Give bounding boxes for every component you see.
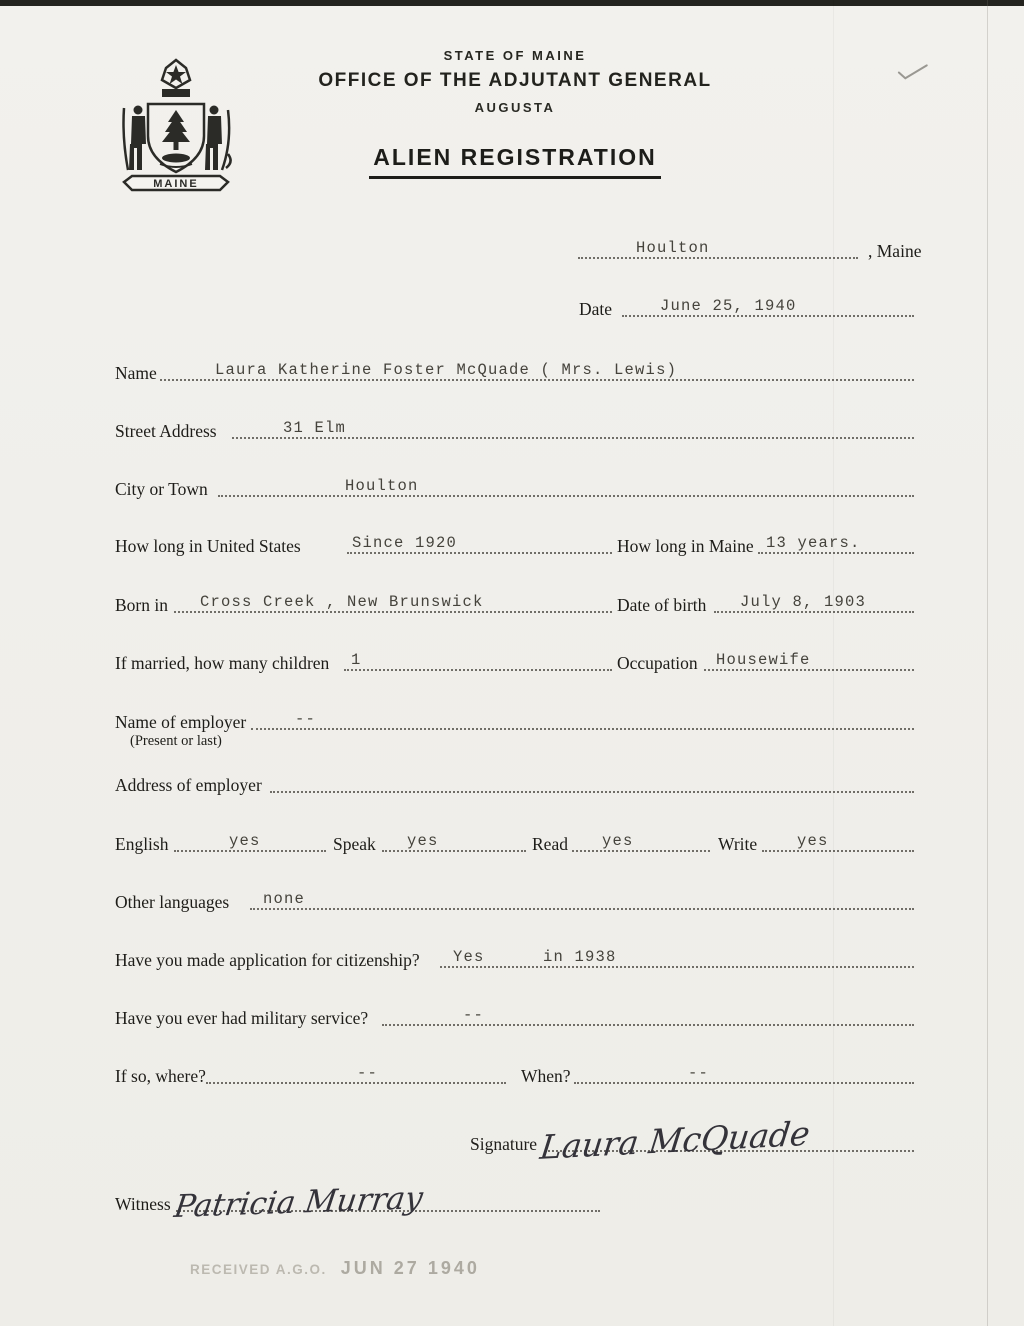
field-citizenship-value1: Yes <box>453 948 485 966</box>
field-date-of-birth-value: July 8, 1903 <box>740 593 867 611</box>
field-employer-name-label: Name of employer <box>115 712 247 732</box>
dotted-line <box>250 908 914 910</box>
field-city-or-town <box>0 470 1024 500</box>
form-title: ALIEN REGISTRATION <box>369 144 660 179</box>
dotted-line <box>174 611 612 613</box>
field-born <box>0 586 1024 616</box>
field-place-value: Houlton <box>636 239 710 257</box>
field-date <box>0 290 1024 320</box>
field-read-label: Read <box>532 834 568 854</box>
dotted-line <box>622 315 914 317</box>
stamp-date-text: JUN 27 1940 <box>340 1258 480 1278</box>
field-children-label: If married, how many children <box>115 653 330 673</box>
seal-banner-text: MAINE <box>153 178 199 190</box>
dotted-line <box>174 850 326 852</box>
dotted-line <box>762 850 914 852</box>
dotted-line <box>572 850 710 852</box>
dotted-line <box>714 611 914 613</box>
pencil-checkmark-icon <box>896 60 930 89</box>
field-date-label: Date <box>579 299 613 319</box>
field-city-or-town-label: City or Town <box>115 479 208 499</box>
signature-handwriting: Laura McQuade <box>538 1113 813 1167</box>
field-how-long-us-value: Since 1920 <box>352 534 458 552</box>
field-other-languages-value: none <box>263 890 306 908</box>
field-write-value: yes <box>797 832 829 850</box>
field-date-value: June 25, 1940 <box>660 297 797 315</box>
dotted-line <box>704 669 914 671</box>
dotted-line <box>232 437 914 439</box>
field-other-languages-label: Other languages <box>115 892 230 912</box>
field-how-long <box>0 527 1024 557</box>
dotted-line <box>160 379 914 381</box>
dotted-line <box>758 552 914 554</box>
field-name-label: Name <box>115 363 157 383</box>
field-employer-address-label: Address of employer <box>115 775 262 795</box>
field-english-row <box>0 825 1024 855</box>
field-how-long-us-label: How long in United States <box>115 536 301 556</box>
field-speak-value: yes <box>407 832 439 850</box>
field-citizenship <box>0 941 1024 971</box>
field-place-suffix: , Maine <box>868 241 922 261</box>
field-place <box>0 232 1024 262</box>
field-witness-label: Witness <box>115 1194 171 1214</box>
augusta-heading: AUGUSTA <box>474 100 556 115</box>
field-signature <box>0 1113 1024 1167</box>
field-employer-name <box>0 703 1024 749</box>
field-how-long-maine-label: How long in Maine <box>617 536 754 556</box>
dotted-line <box>206 1082 506 1084</box>
field-occupation-value: Housewife <box>716 651 811 669</box>
field-children-value: 1 <box>351 651 362 669</box>
field-city-or-town-value: Houlton <box>345 477 419 495</box>
maine-state-seal-icon <box>112 58 240 198</box>
dotted-line <box>218 495 914 497</box>
field-military <box>0 999 1024 1029</box>
field-military-value: -- <box>463 1006 485 1024</box>
field-where-label: If so, where? <box>115 1066 206 1086</box>
field-english-value: yes <box>229 832 261 850</box>
received-stamp <box>190 1258 480 1279</box>
dotted-line <box>344 669 612 671</box>
dotted-line <box>382 850 526 852</box>
field-street-address-value: 31 Elm <box>283 419 347 437</box>
stamp-received-text: RECEIVED A.G.O. <box>190 1262 327 1277</box>
field-when-value: -- <box>688 1064 710 1082</box>
witness-handwriting: Patricia Murray <box>172 1180 426 1225</box>
field-employer-name-value: -- <box>295 710 317 728</box>
field-when-label: When? <box>521 1066 571 1086</box>
field-other-languages <box>0 883 1024 913</box>
field-military-label: Have you ever had military service? <box>115 1008 369 1028</box>
field-born-in-value: Cross Creek , New Brunswick <box>200 593 484 611</box>
field-born-in-label: Born in <box>115 595 168 615</box>
field-write-label: Write <box>718 834 758 854</box>
field-employer-address <box>0 766 1024 796</box>
field-date-of-birth-label: Date of birth <box>617 595 707 615</box>
field-citizenship-value2: in 1938 <box>543 948 617 966</box>
dotted-line <box>574 1082 914 1084</box>
office-heading: OFFICE OF THE ADJUTANT GENERAL <box>318 70 712 91</box>
field-citizenship-label: Have you made application for citizenship? <box>115 950 420 970</box>
field-witness <box>0 1180 1024 1225</box>
field-street-address-label: Street Address <box>115 421 217 441</box>
field-english-label: English <box>115 834 169 854</box>
field-employer-name-sublabel: (Present or last) <box>130 733 222 749</box>
dotted-line <box>382 1024 914 1026</box>
dotted-line <box>251 728 914 730</box>
field-where-when <box>0 1057 1024 1087</box>
dotted-line <box>347 552 612 554</box>
field-where-value: -- <box>357 1064 379 1082</box>
field-speak-label: Speak <box>333 834 376 854</box>
field-signature-label: Signature <box>470 1134 538 1154</box>
dotted-line <box>578 257 858 259</box>
field-how-long-maine-value: 13 years. <box>766 534 861 552</box>
field-name <box>0 354 1024 384</box>
state-of-maine-heading: STATE OF MAINE <box>443 48 587 63</box>
dotted-line <box>440 966 914 968</box>
scan-edge-strip <box>0 0 1024 6</box>
field-read-value: yes <box>602 832 634 850</box>
field-street-address <box>0 412 1024 442</box>
field-children <box>0 644 1024 674</box>
field-occupation-label: Occupation <box>617 653 698 673</box>
dotted-line <box>270 791 914 793</box>
field-name-value: Laura Katherine Foster McQuade ( Mrs. Lewis) <box>215 361 678 379</box>
